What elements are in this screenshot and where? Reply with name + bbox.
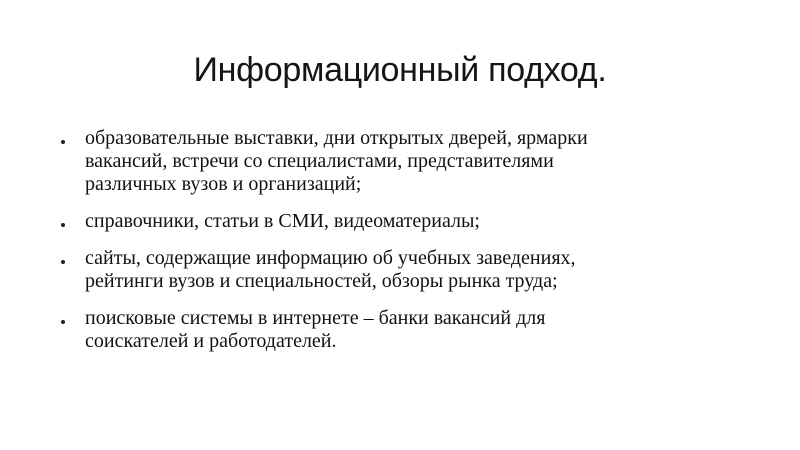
bullet-text-line: образовательные выставки, дни открытых дверей, ярмарки — [85, 127, 588, 149]
bullet-list — [58, 127, 758, 367]
bullet-text-line: поисковые системы в интернете – банки вакансий для — [85, 307, 546, 329]
list-item — [58, 127, 758, 196]
bullet-icon — [61, 260, 65, 264]
bullet-icon — [61, 223, 65, 227]
bullet-text-line: соискателей и работодателей. — [85, 330, 337, 352]
bullet-text-line: рейтинги вузов и специальностей, обзоры рынка труда; — [85, 270, 558, 292]
bullet-text-line: различных вузов и организаций; — [85, 173, 362, 195]
bullet-text-line: сайты, содержащие информацию об учебных заведениях, — [85, 247, 576, 269]
slide-title: Информационный подход. — [193, 51, 607, 89]
list-item — [58, 307, 758, 353]
list-item — [58, 247, 758, 293]
bullet-icon — [61, 140, 65, 144]
bullet-icon — [61, 320, 65, 324]
list-item — [58, 210, 758, 233]
bullet-text-line: справочники, статьи в СМИ, видеоматериалы; — [85, 210, 480, 232]
bullet-text-line: вакансий, встречи со специалистами, представителями — [85, 150, 554, 172]
